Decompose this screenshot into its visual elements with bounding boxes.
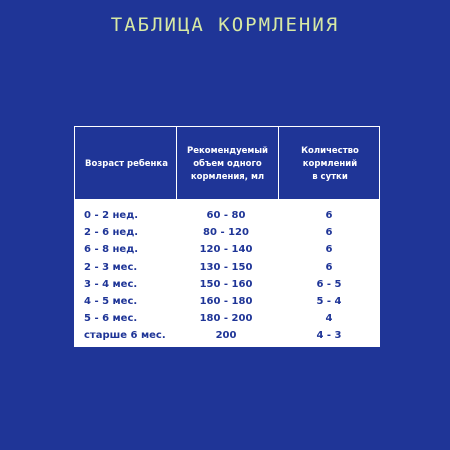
cell-count: 6 bbox=[325, 244, 333, 256]
feeding-table bbox=[74, 126, 380, 347]
table-row bbox=[74, 259, 380, 276]
cell-age: старше 6 мес. bbox=[84, 330, 166, 342]
header-count-label: Количество кормлений в сутки bbox=[301, 145, 359, 182]
cell-count: 6 bbox=[325, 261, 333, 273]
table-row bbox=[74, 207, 380, 224]
table-row bbox=[74, 241, 380, 258]
header-age-label: Возраст ребенка bbox=[85, 158, 168, 169]
cell-volume: 180 - 200 bbox=[199, 313, 253, 325]
cell-volume: 160 - 180 bbox=[199, 295, 253, 307]
table-body bbox=[74, 207, 380, 345]
cell-age: 2 - 6 нед. bbox=[84, 227, 139, 239]
table-row bbox=[74, 224, 380, 241]
cell-volume: 120 - 140 bbox=[199, 244, 253, 256]
cell-volume: 80 - 120 bbox=[203, 227, 249, 239]
header-age bbox=[75, 127, 176, 201]
cell-count: 6 bbox=[325, 227, 333, 239]
cell-age: 4 - 5 мес. bbox=[84, 295, 138, 307]
table-header bbox=[74, 126, 380, 200]
header-count bbox=[279, 127, 381, 201]
cell-volume: 130 - 150 bbox=[199, 261, 253, 273]
cell-age: 5 - 6 мес. bbox=[84, 313, 138, 325]
cell-age: 6 - 8 нед. bbox=[84, 244, 139, 256]
cell-count: 6 bbox=[325, 210, 333, 221]
cell-count: 6 - 5 bbox=[316, 278, 342, 290]
table-row bbox=[74, 293, 380, 310]
cell-age: 0 - 2 нед. bbox=[84, 210, 139, 221]
cell-volume: 200 bbox=[215, 330, 237, 342]
header-volume-label: Рекомендуемый объем одного кормления, мл bbox=[187, 145, 268, 182]
cell-age: 2 - 3 мес. bbox=[84, 261, 138, 273]
cell-count: 5 - 4 bbox=[316, 295, 342, 307]
cell-count: 4 - 3 bbox=[316, 330, 342, 342]
table-row bbox=[74, 276, 380, 293]
page-title: ТАБЛИЦА КОРМЛЕНИЯ bbox=[110, 14, 340, 36]
cell-count: 4 bbox=[325, 313, 333, 325]
table-row bbox=[74, 327, 380, 344]
cell-age: 3 - 4 мес. bbox=[84, 278, 138, 290]
header-volume bbox=[177, 127, 278, 201]
table-row bbox=[74, 310, 380, 327]
cell-volume: 150 - 160 bbox=[199, 278, 253, 290]
cell-volume: 60 - 80 bbox=[206, 210, 246, 221]
